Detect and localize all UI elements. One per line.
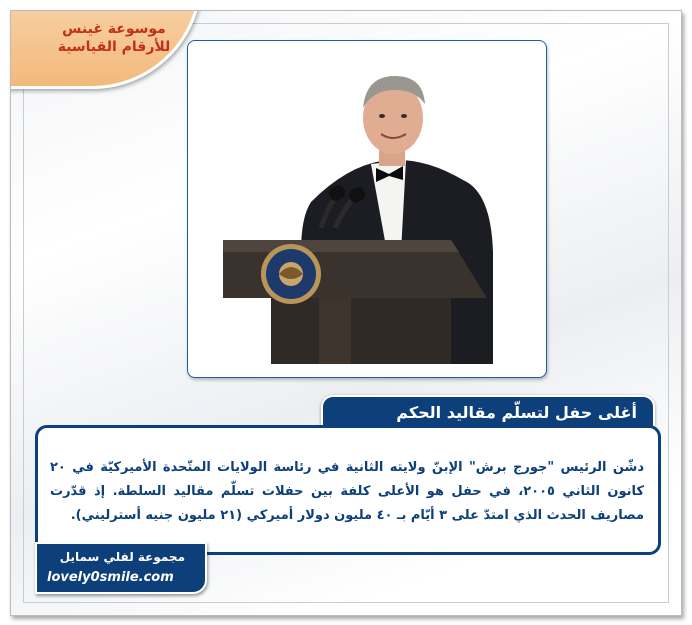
photo-frame	[187, 40, 547, 378]
article-body: دشّن الرئيس "جورج برش" الإبنّ ولايته الثانية في رئاسة الولايات المتّحدة الأميركيّة في ٢٠ كانون الثاني ٢٠٠٥، في حفل هو الأعلى كلفة بين حفلات تسلّم مقاليد السلطة. إذ قدّرت مصاريف الحدث الذي امتدّ على ٣ أيّام بـ ٤٠ مليون دولار أميركي (٢١ مليون جنيه أسترليني).	[50, 460, 645, 523]
footer-site-link[interactable]: lovely0smile.com	[47, 570, 174, 585]
badge-line-1: موسوعة غينس	[62, 21, 166, 37]
article-title: أغلى حفل لتسلّم مقاليد الحكم	[396, 403, 637, 422]
card-frame	[10, 10, 682, 616]
footer-arabic: مجموعة لفلي سمايل	[59, 550, 185, 564]
photo-illustration	[201, 52, 531, 364]
podium-body	[271, 298, 451, 364]
speaker-at-podium-photo	[201, 52, 531, 364]
badge-text	[34, 20, 194, 56]
badge-line-2: للأرقام القياسية	[57, 39, 171, 55]
footer-credit	[35, 542, 207, 594]
article-body-box	[35, 425, 661, 555]
